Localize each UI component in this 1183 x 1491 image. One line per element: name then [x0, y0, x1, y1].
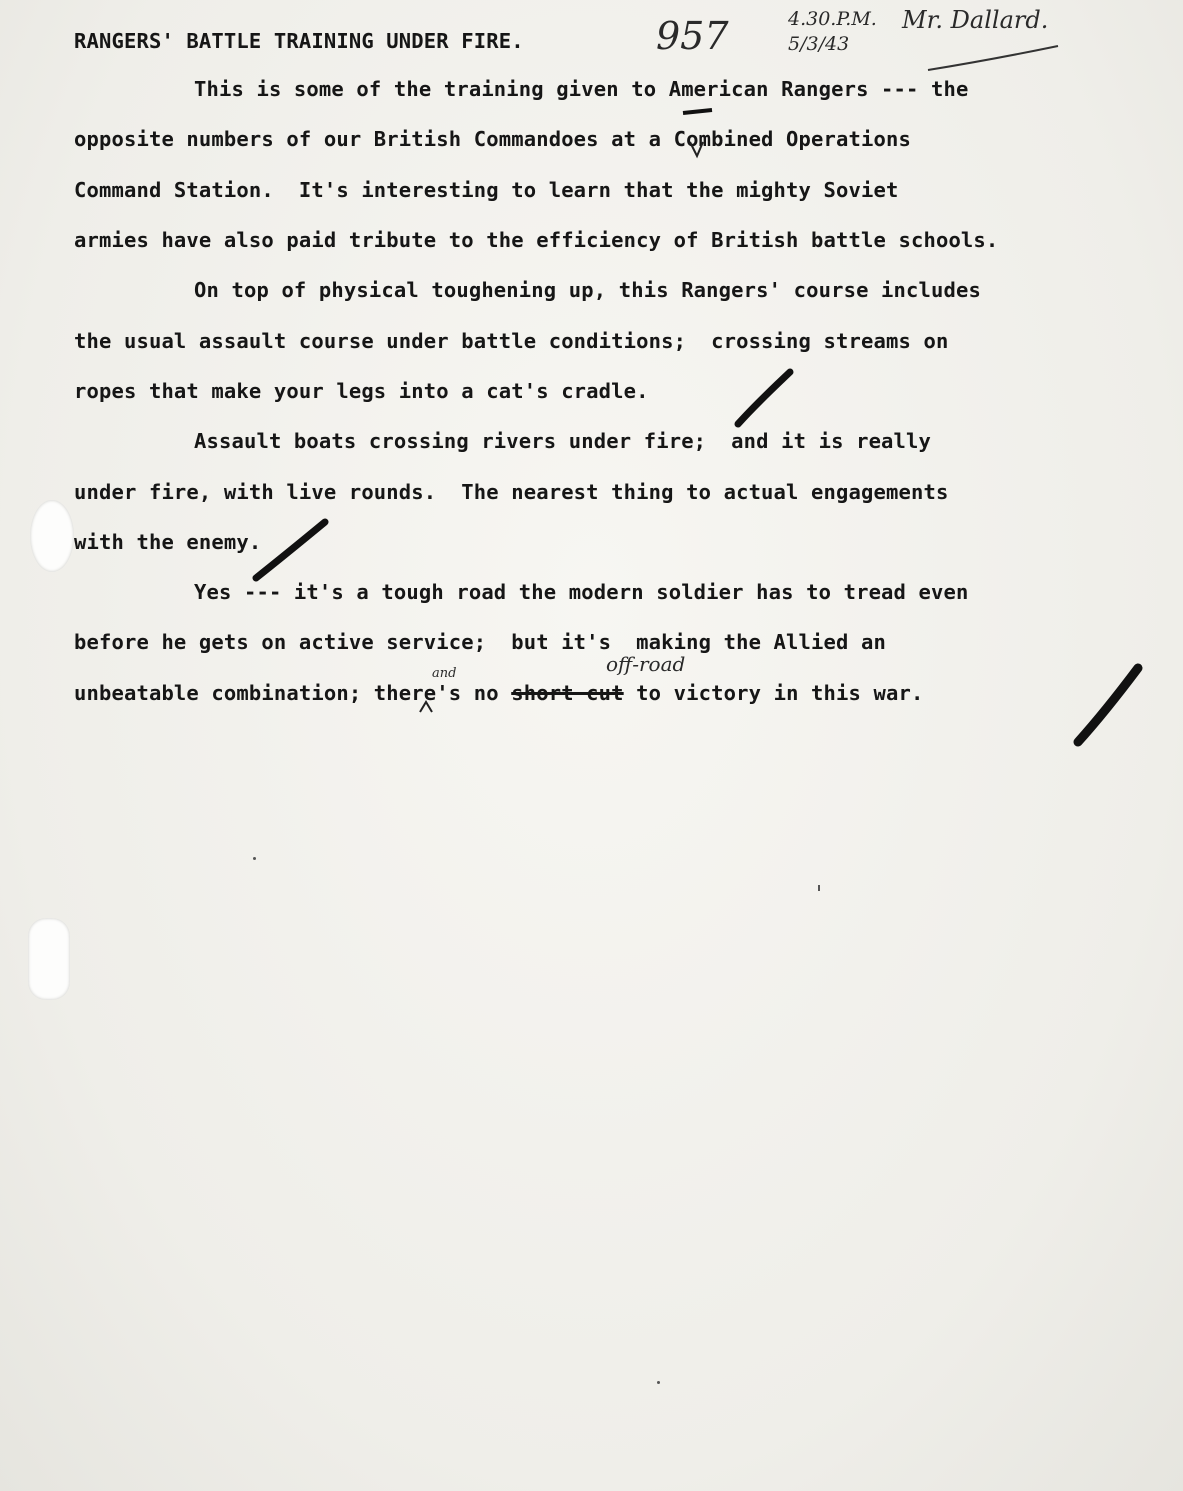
insertion-caret: [690, 142, 703, 156]
text-line: armies have also paid tribute to the efficiency of British battle schools.: [74, 228, 999, 252]
document-title: RANGERS' BATTLE TRAINING UNDER FIRE.: [74, 29, 524, 53]
text-segment: unbeatable combination; there's no: [74, 681, 512, 705]
slash-mark: [1078, 668, 1138, 742]
text-line: Command Station. It's interesting to learn that the mighty Soviet: [74, 178, 899, 202]
text-line: under fire, with live rounds. The nearest thing to actual engagements: [74, 480, 949, 504]
struck-out-text: short cut: [511, 681, 624, 705]
text-line: On top of physical toughening up, this Rangers' course includes: [194, 278, 981, 302]
text-line: This is some of the training given to American Rangers --- the: [194, 77, 969, 101]
text-line: Yes --- it's a tough road the modern soldier has to tread even: [194, 580, 969, 604]
binder-hole: [28, 918, 70, 1000]
handwritten-signature: Mr. Dallard.: [902, 6, 1049, 34]
text-line: with the enemy.: [74, 530, 262, 554]
slash-mark: [256, 522, 325, 578]
text-segment: to victory in this war.: [623, 681, 924, 705]
handwritten-page-number: 957: [656, 14, 729, 58]
binder-hole: [30, 500, 74, 572]
speck: [657, 1381, 660, 1384]
text-line: ropes that make your legs into a cat's cradle.: [74, 379, 649, 403]
text-line: opposite numbers of our British Commandoes at a Combined Operations: [74, 127, 911, 151]
text-line: the usual assault course under battle conditions; crossing streams on: [74, 329, 949, 353]
correction-dash: [683, 110, 712, 113]
text-line: before he gets on active service; but it's making the Allied an: [74, 630, 886, 654]
text-line: Assault boats crossing rivers under fire; and it is really: [194, 429, 932, 453]
handwritten-date: 5/3/43: [788, 33, 850, 55]
signature-underline: [928, 46, 1058, 70]
speck: [818, 885, 820, 891]
handwritten-time: 4.30.P.M.: [788, 8, 877, 30]
speck: [253, 857, 256, 860]
insertion-caret: [420, 702, 432, 712]
handwritten-insertion: and: [432, 666, 457, 681]
slash-mark: [738, 372, 790, 424]
handwritten-correction: off-road: [606, 652, 686, 676]
